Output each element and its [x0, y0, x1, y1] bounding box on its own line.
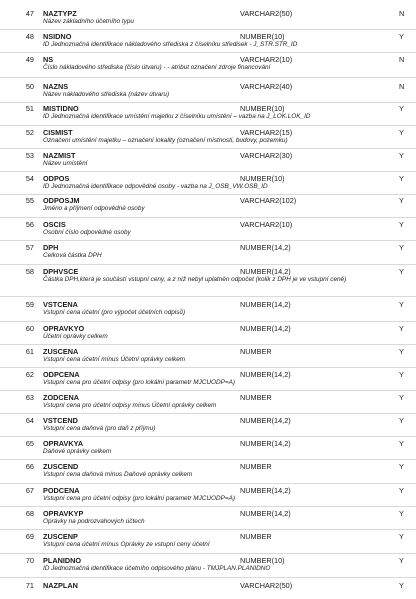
row-number: 64: [25, 416, 34, 425]
row-number: 69: [25, 532, 34, 541]
column-description: Název nákladového střediska (název útvaru): [43, 91, 170, 98]
row-divider: [0, 102, 416, 103]
row-number: 71: [25, 581, 34, 590]
row-divider: [0, 459, 416, 460]
nullable-flag: Y: [399, 509, 404, 518]
nullable-flag: Y: [399, 32, 404, 41]
nullable-flag: Y: [399, 151, 404, 160]
nullable-flag: Y: [399, 174, 404, 183]
column-description: Číslo nákladového střediska (číslo útvaru) - - atribut označení zdroje financování: [43, 64, 271, 71]
nullable-flag: N: [399, 82, 405, 91]
column-datatype: NUMBER(10): [240, 32, 285, 41]
row-divider: [0, 506, 416, 507]
column-name: MISTIDNO: [43, 104, 79, 113]
row-number: 54: [25, 174, 34, 183]
column-name: OPRAVKYO: [43, 324, 85, 333]
column-name: PODCENA: [43, 486, 80, 495]
column-name: DPH: [43, 243, 59, 252]
column-description: Celková částka DPH: [43, 252, 102, 259]
nullable-flag: Y: [399, 300, 404, 309]
column-description: Název umístění: [43, 160, 88, 167]
row-divider: [0, 436, 416, 437]
column-datatype: NUMBER(10): [240, 104, 285, 113]
row-divider: [0, 29, 416, 30]
nullable-flag: Y: [399, 393, 404, 402]
column-datatype: VARCHAR2(15): [240, 128, 293, 137]
column-name: NAZPLAN: [43, 581, 78, 590]
column-description: ID Jednoznačná identifikace odpovědné osoby - vazba na J_OSB_VW.OSB_ID: [43, 183, 268, 190]
column-datatype: NUMBER(14,2): [240, 267, 291, 276]
column-description: Jméno a příjmení odpovědné osoby: [43, 205, 145, 212]
nullable-flag: Y: [399, 532, 404, 541]
row-divider: [0, 553, 416, 554]
row-divider: [0, 52, 416, 53]
nullable-flag: Y: [399, 128, 404, 137]
column-datatype: NUMBER: [240, 462, 272, 471]
column-description: Název základního účetního typu: [43, 18, 134, 25]
nullable-flag: Y: [399, 462, 404, 471]
row-divider: [0, 413, 416, 414]
column-name: NS: [43, 55, 54, 64]
column-name: ZUSCENP: [43, 532, 78, 541]
column-name: PLANIDNO: [43, 556, 82, 565]
column-description: ID Jednoznačná identifikace účetního odpisového plánu - TMJPLAN.PLANIDNO: [43, 565, 271, 572]
row-number: 47: [25, 9, 34, 18]
row-number: 70: [25, 556, 34, 565]
row-number: 63: [25, 393, 34, 402]
column-name: OPRAVKYA: [43, 439, 84, 448]
row-divider: [0, 217, 416, 218]
nullable-flag: Y: [399, 486, 404, 495]
column-name: VSTCEND: [43, 416, 78, 425]
nullable-flag: N: [399, 9, 405, 18]
nullable-flag: Y: [399, 416, 404, 425]
row-number: 60: [25, 324, 34, 333]
column-name: NSIDNO: [43, 32, 72, 41]
column-name: NAZMIST: [43, 151, 76, 160]
column-description: Vstupní cena pro účetní odpisy (pro lokální parametr MJCUODP=A): [43, 495, 235, 502]
column-name: DPHVSCE: [43, 267, 79, 276]
row-number: 59: [25, 300, 34, 309]
column-name: OPRAVKYP: [43, 509, 84, 518]
column-description: Vstupní cena pro účetní odpisy mínus Účetní oprávky celkem: [43, 402, 217, 409]
row-divider: [0, 577, 416, 578]
column-name: NAZTYPZ: [43, 9, 77, 18]
nullable-flag: Y: [399, 324, 404, 333]
column-description: Vstupní cena účetní (pro výpočet účetních odpisů): [43, 309, 186, 316]
row-number: 49: [25, 55, 34, 64]
column-datatype: VARCHAR2(10): [240, 55, 293, 64]
column-datatype: NUMBER(14,2): [240, 416, 291, 425]
row-number: 50: [25, 82, 34, 91]
nullable-flag: Y: [399, 267, 404, 276]
column-name: OSCIS: [43, 220, 66, 229]
column-description: Částka DPH,která je součástí vstupní ceny, a z níž nebyl uplatněn odpočet (kolik z DPH je ve vstupní ceně): [43, 276, 347, 283]
row-divider: [0, 264, 416, 265]
column-datatype: VARCHAR2(50): [240, 581, 293, 590]
column-description: Oprávky na podrozvahových účtech: [43, 518, 145, 525]
row-number: 55: [25, 196, 34, 205]
column-name: ODPOSJM: [43, 196, 80, 205]
nullable-flag: Y: [399, 104, 404, 113]
column-datatype: NUMBER(14,2): [240, 370, 291, 379]
column-description: Vstupní cena daňová mínus Daňové oprávky celkem: [43, 471, 193, 478]
row-divider: [0, 77, 416, 78]
row-number: 58: [25, 267, 34, 276]
row-divider: [0, 194, 416, 195]
column-name: NAZNS: [43, 82, 69, 91]
row-number: 68: [25, 509, 34, 518]
row-divider: [0, 344, 416, 345]
column-datatype: NUMBER(14,2): [240, 324, 291, 333]
row-divider: [0, 483, 416, 484]
column-datatype: NUMBER(10): [240, 174, 285, 183]
row-number: 57: [25, 243, 34, 252]
nullable-flag: Y: [399, 370, 404, 379]
row-divider: [0, 240, 416, 241]
column-datatype: NUMBER(14,2): [240, 300, 291, 309]
row-divider: [0, 390, 416, 391]
row-number: 65: [25, 439, 34, 448]
row-number: 48: [25, 32, 34, 41]
nullable-flag: Y: [399, 196, 404, 205]
column-datatype: NUMBER: [240, 393, 272, 402]
column-name: ZUSCENA: [43, 347, 79, 356]
row-number: 56: [25, 220, 34, 229]
column-description: Vstupní cena pro účetní odpisy (pro lokální parametr MJCUODP=A): [43, 379, 235, 386]
row-divider: [0, 148, 416, 149]
row-number: 67: [25, 486, 34, 495]
column-datatype: NUMBER(14,2): [240, 509, 291, 518]
row-divider: [0, 367, 416, 368]
row-number: 66: [25, 462, 34, 471]
row-number: 53: [25, 151, 34, 160]
column-datatype: NUMBER(10): [240, 556, 285, 565]
column-datatype: NUMBER: [240, 347, 272, 356]
nullable-flag: Y: [399, 347, 404, 356]
row-divider: [0, 529, 416, 530]
column-name: CISMIST: [43, 128, 73, 137]
column-description: Osobní číslo odpovědné osoby: [43, 229, 131, 236]
column-description: Účetní oprávky celkem: [43, 333, 108, 340]
nullable-flag: Y: [399, 581, 404, 590]
column-description: Vstupní cena účetní mínus Účetní oprávky celkem: [43, 356, 186, 363]
nullable-flag: Y: [399, 439, 404, 448]
column-description: Daňové oprávky celkem: [43, 448, 112, 455]
column-datatype: VARCHAR2(30): [240, 151, 293, 160]
column-datatype: VARCHAR2(102): [240, 196, 297, 205]
column-name: ODPOS: [43, 174, 70, 183]
column-name: VSTCENA: [43, 300, 78, 309]
column-description: ID Jednoznačná identifikace nákladového střediska z číselníku středisek - J_STR.STR_ID: [43, 41, 298, 48]
row-divider: [0, 296, 416, 297]
row-divider: [0, 125, 416, 126]
row-divider: [0, 171, 416, 172]
row-number: 52: [25, 128, 34, 137]
column-description: Vstupní cena účetní mínus Oprávky ze vstupní ceny účetní: [43, 541, 210, 548]
column-description: ID Jednoznačná identifikace umístění majetku z číselníku umístění – vazba na J_LOK.LOK_ID: [43, 113, 311, 120]
row-number: 62: [25, 370, 34, 379]
column-datatype: VARCHAR2(40): [240, 82, 293, 91]
row-number: 51: [25, 104, 34, 113]
column-name: ODPCENA: [43, 370, 80, 379]
row-divider: [0, 321, 416, 322]
column-datatype: NUMBER(14,2): [240, 439, 291, 448]
nullable-flag: Y: [399, 243, 404, 252]
column-datatype: NUMBER(14,2): [240, 486, 291, 495]
nullable-flag: Y: [399, 220, 404, 229]
column-datatype: NUMBER: [240, 532, 272, 541]
nullable-flag: Y: [399, 556, 404, 565]
column-name: ZUSCEND: [43, 462, 79, 471]
nullable-flag: N: [399, 55, 405, 64]
column-datatype: NUMBER(14,2): [240, 243, 291, 252]
row-number: 61: [25, 347, 34, 356]
column-name: ZODCENA: [43, 393, 80, 402]
column-datatype: VARCHAR2(10): [240, 220, 293, 229]
column-datatype: VARCHAR2(50): [240, 9, 293, 18]
column-description: Vstupní cena daňová (pro daň z příjmu): [43, 425, 156, 432]
column-description: Označení umístění majetku – označení lokality (označení místnosti, budovy, pozemku): [43, 137, 288, 144]
